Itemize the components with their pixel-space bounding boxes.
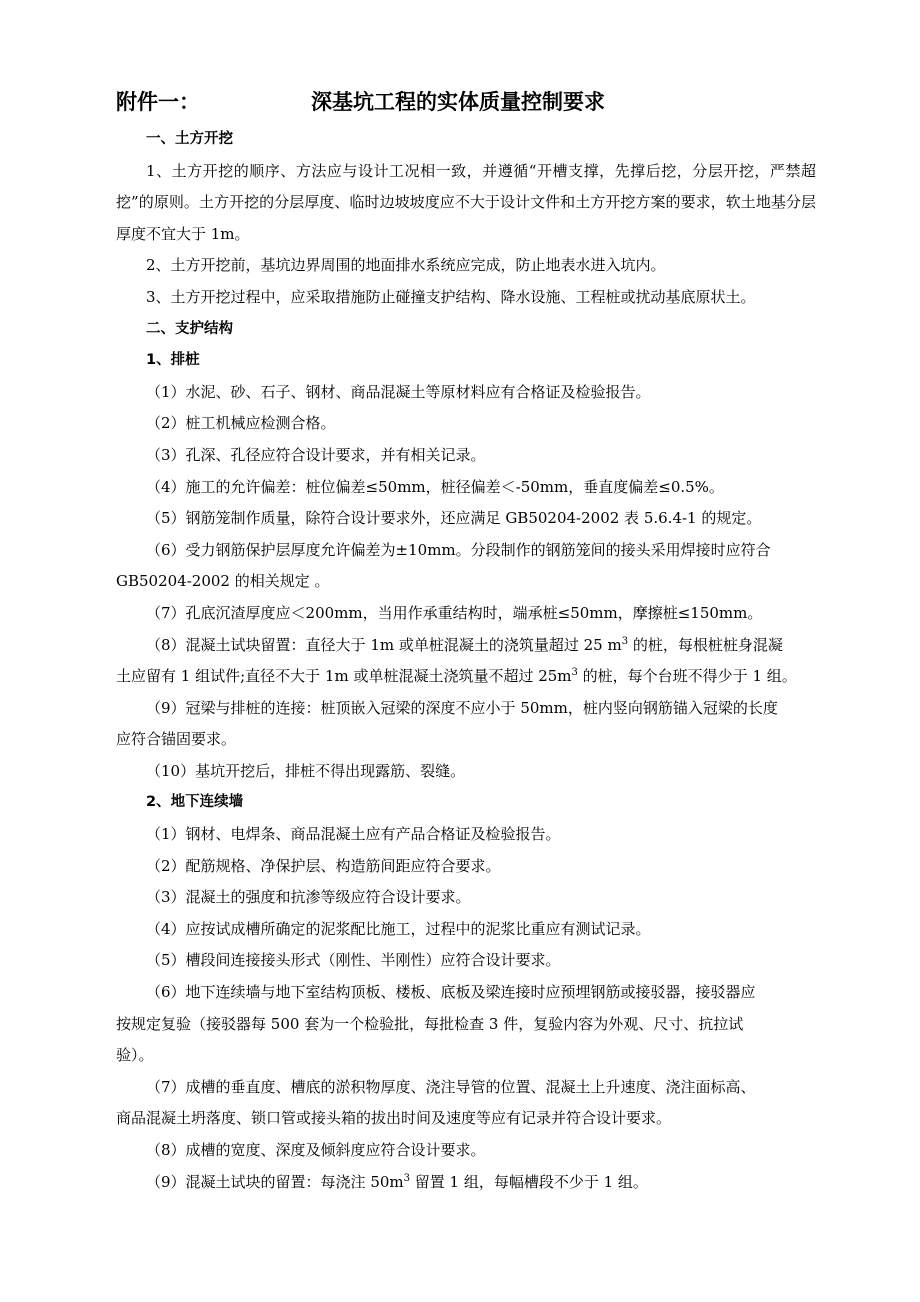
list-item-continuation [116,661,816,693]
document-body [116,124,816,1198]
superscript: 3 [403,1172,410,1184]
list-item: （5）钢筋笼制作质量，除符合设计要求外，还应满足 GB50204-2002 表 5.6.4-1 的规定。 [146,509,762,528]
subsection-heading: 2、地下连续墙 [146,794,244,811]
list-item: （8）成槽的宽度、深度及倾斜度应符合设计要求。 [146,1141,486,1159]
text-run: 土应留有 1 组试件;直径不大于 1m 或单桩混凝土浇筑量不超过 25m [116,667,572,686]
superscript: 3 [621,635,629,647]
list-item: （2）配筋规格、净保护层、构造筋间距应符合要求。 [146,856,501,875]
list-item: （1）水泥、砂、石子、钢材、商品混凝土等原材料应有合格证及检验报告。 [146,382,651,401]
list-item: （5）槽段间连接接头形式（刚性、半刚性）应符合设计要求。 [146,951,561,970]
paragraph: 2、土方开挖前，基坑边界周围的地面排水系统应完成，防止地表水进入坑内。 [146,256,666,275]
subsection-heading: 1、排桩 [146,352,200,369]
superscript: 3 [571,667,578,679]
list-item: （10）基坑开挖后，排桩不得出现露筋、裂缝。 [146,761,466,780]
list-item: （1）钢材、电焊条、商品混凝土应有产品合格证及检验报告。 [146,825,561,844]
list-item: （6）受力钢筋保护层厚度允许偏差为±10mm。分段制作的钢筋笼间的接头采用焊接时应符合 [146,540,771,559]
paragraph: 1、土方开挖的顺序、方法应与设计工况相一致，并遵循“开槽支撑，先撑后挖，分层开挖，严禁超挖”的原则。土方开挖的分层厚度、临时边坡坡度应不大于设计文件和土方开挖方案的要求，软土地基分层厚度不宜大于 1m。 [116,161,816,243]
text-run: 留置 1 组，每幅槽段不少于 1 组。 [410,1172,648,1191]
list-item: （4）应按试成槽所确定的泥浆配比施工，过程中的泥浆比重应有测试记录。 [146,919,651,938]
list-item: （2）桩工机械应检测合格。 [146,414,336,433]
list-item-continuation: GB50204-2002 的相关规定 。 [116,572,330,591]
list-item: （6）地下连续墙与地下室结构顶板、楼板、底板及梁连接时应预埋钢筋或接驳器，接驳器应 [146,983,756,1002]
list-item: （4）施工的允许偏差：桩位偏差≤50mm，桩径偏差＜-50mm，垂直度偏差≤0.5%。 [146,477,724,496]
paragraph: 3、土方开挖过程中，应采取措施防止碰撞支护结构、降水设施、工程桩或扰动基底原状土。 [146,287,756,306]
list-item-continuation: 商品混凝土坍落度、锁口管或接头箱的拔出时间及速度等应有记录并符合设计要求。 [116,1109,672,1128]
text-run: （9）混凝土试块的留置：每浇注 50m [146,1172,404,1191]
attachment-label: 附件一： [116,90,200,114]
list-item: （3）孔深、孔径应符合设计要求，并有相关记录。 [146,445,486,464]
document-header [116,82,816,118]
list-item-continuation: 验）。 [116,1046,154,1065]
text-run: 的桩，每个台班不得少于 1 组。 [577,667,797,686]
list-item: （7）成槽的垂直度、槽底的淤积物厚度、浇注导管的位置、混凝土上升速度、浇注面标高、 [146,1077,756,1096]
list-item: （9）冠梁与排桩的连接：桩顶嵌入冠梁的深度不应小于 50mm，桩内竖向钢筋锚入冠梁的长度 [146,698,778,717]
text-run: （8）混凝土试块留置：直径大于 1m 或单桩混凝土的浇筑量超过 25 m [146,635,622,654]
list-item: （7）孔底沉渣厚度应＜200mm，当用作承重结构时，端承桩≤50mm，摩擦桩≤150mm。 [146,603,763,622]
list-item-continuation: 按规定复验（接驳器每 500 套为一个检验批，每批检查 3 件，复验内容为外观、尺寸、抗拉试 [116,1014,744,1033]
text-run: 的桩，每根桩桩身混凝 [628,635,783,654]
list-item-continuation: 应符合锚固要求。 [116,730,237,749]
list-item [116,1167,816,1199]
page-title: 深基坑工程的实体质量控制要求 [311,90,605,114]
section-heading: 二、支护结构 [146,320,233,337]
list-item [116,630,816,662]
section-heading: 一、土方开挖 [146,131,233,147]
list-item: （3）混凝土的强度和抗渗等级应符合设计要求。 [146,888,471,907]
